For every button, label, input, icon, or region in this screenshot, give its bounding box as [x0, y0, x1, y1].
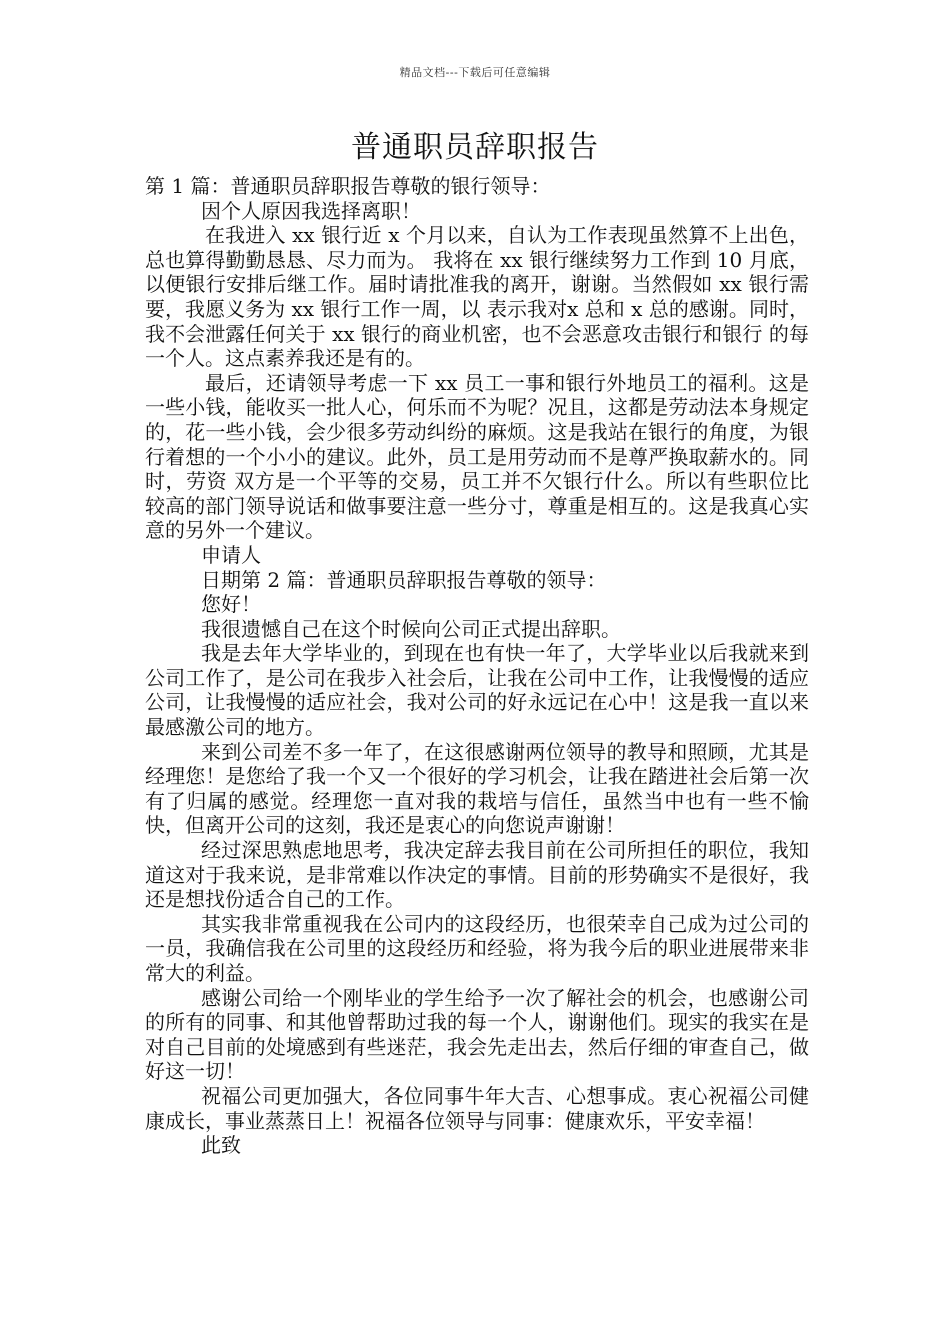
header-note: 精品文档---下载后可任意编辑 — [399, 66, 551, 79]
paragraph-15: 此致 — [201, 1133, 241, 1158]
paragraph-13: 感谢公司给一个刚毕业的学生给予一次了解社会的机会，也感谢公司的所有的同事、和其他曾帮助过我的每一个人，谢谢他们。现实的我实在是对自己目前的处境感到有些迷茫，我会先走出去，然后仔细的审查自己，做好这一切！ — [145, 985, 809, 1084]
paragraph-8: 我很遗憾自己在这个时候向公司正式提出辞职。 — [201, 616, 621, 641]
paragraph-10: 来到公司差不多一年了，在这很感谢两位领导的教导和照顾，尤其是经理您！是您给了我一个又一个很好的学习机会，让我在踏进社会后第一次有了归属的感觉。经理您一直对我的栽培与信任，虽然当中也有一些不愉快，但离开公司的这刻，我还是衷心的向您说声谢谢！ — [145, 739, 809, 838]
paragraph-5: 申请人 — [201, 542, 261, 567]
paragraph-1: 第 1 篇：普通职员辞职报告尊敬的银行领导： — [145, 174, 551, 198]
paragraph-12: 其实我非常重视我在公司内的这段经历，也很荣幸自己成为过公司的一员，我确信我在公司里的这段经历和经验，将为我今后的职业进展带来非常大的利益。 — [145, 911, 809, 985]
paragraph-6: 日期第 2 篇：普通职员辞职报告尊敬的领导： — [201, 567, 607, 592]
paragraph-11: 经过深思熟虑地思考，我决定辞去我目前在公司所担任的职位，我知道这对于我来说，是非常难以作决定的事情。目前的形势确实不是很好，我还是想找份适合自己的工作。 — [145, 838, 809, 912]
paragraph-9: 我是去年大学毕业的，到现在也有快一年了，大学毕业以后我就来到公司工作了，是公司在我步入社会后，让我在公司中工作，让我慢慢的适应公司，让我慢慢的适应社会，我对公司的好永远记在心中！这是我一直以来最感激公司的地方。 — [145, 641, 809, 740]
paragraph-4: 最后，还请领导考虑一下 xx 员工一事和银行外地员工的福利。这是一些小钱，能收买一批人心，何乐而不为呢？况且，这都是劳动法本身规定 的，花一些小钱，会少很多劳动纠纷的麻烦。这是我站在银行的角度，为银行着想的一个小小的建议。此外，员工是用劳动而不是尊严换取薪水的。同时，劳资 双方是一个平等的交易，员工并不欠银行什么。所以有些职位比较高的部门领导说话和做事要注意一些分寸，尊重是相互的。这是我真心实意的另外一个建议。 — [145, 370, 809, 543]
paragraph-2: 因个人原因我选择离职！ — [201, 198, 421, 223]
paragraph-3: 在我进入 xx 银行近 x 个月以来，自认为工作表现虽然算不上出色，总也算得勤勤恳恳、尽力而为。 我将在 xx 银行继续努力工作到 10 月底，以便银行安排后继工作。届时请批准我的离开，谢谢。当然假如 xx 银行需要，我愿义务为 xx 银行工作一周，以 表示我对x 总和 x 总的感谢。同时，我不会泄露任何关于 xx 银行的商业机密，也不会恶意攻击银行和银行 的每一个人。这点素养我还是有的。 — [145, 223, 809, 371]
document-body — [145, 174, 809, 1158]
paragraph-14: 祝福公司更加强大，各位同事牛年大吉、心想事成。衷心祝福公司健康成长，事业蒸蒸日上！祝福各位领导与同事：健康欢乐，平安幸福！ — [145, 1083, 809, 1133]
document-title: 普通职员辞职报告 — [351, 130, 599, 165]
paragraph-7: 您好！ — [201, 592, 261, 617]
